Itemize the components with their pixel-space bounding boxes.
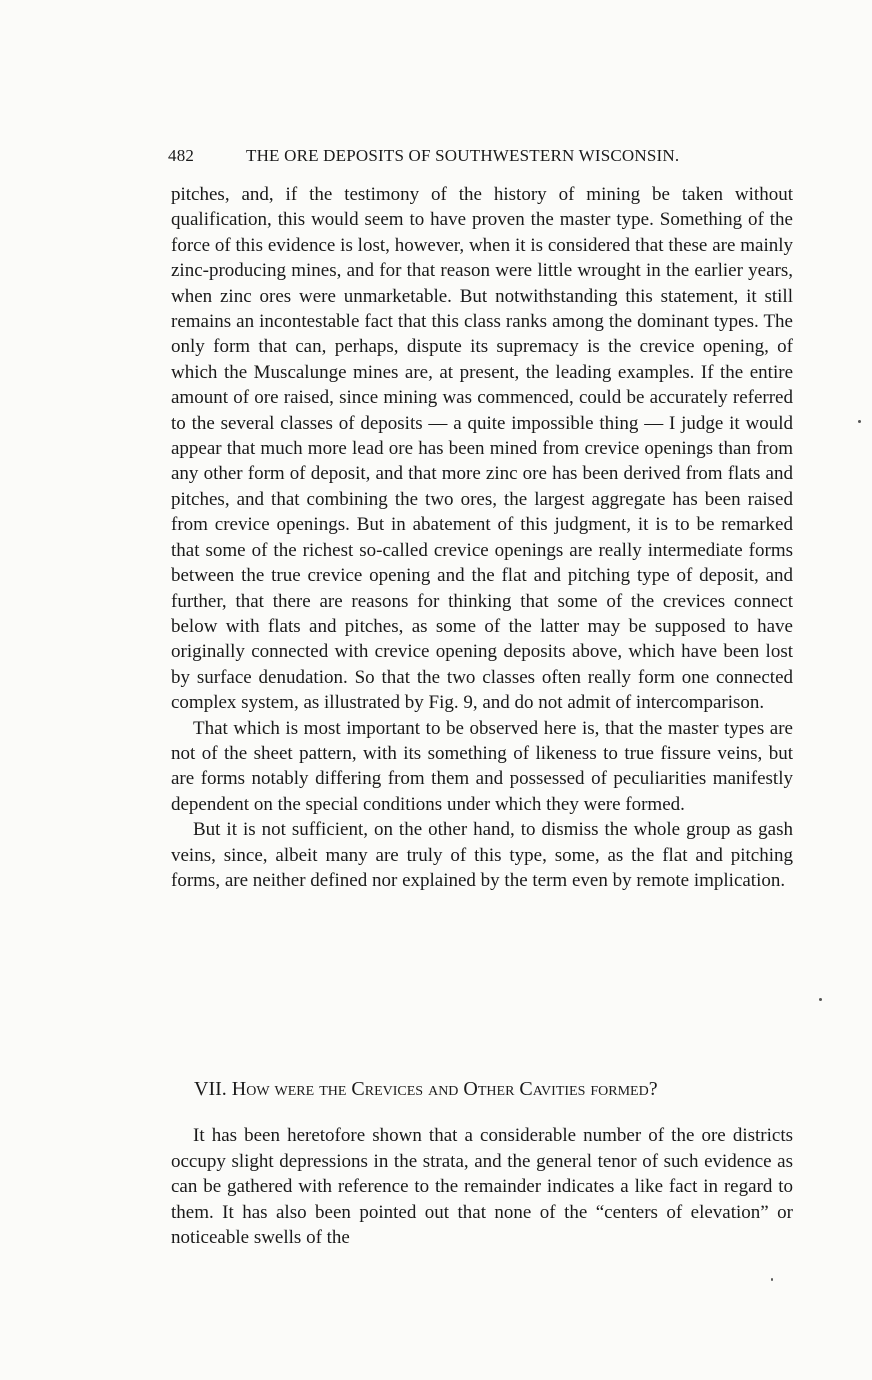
body-text	[171, 182, 793, 893]
section-text	[171, 1123, 793, 1251]
section-numeral: VII.	[194, 1078, 227, 1100]
paragraph-master-types: That which is most important to be observed here is, that the master types are not of the sheet pattern, with its something of likeness to true fissure veins, but are forms notably differing from them and possessed of peculiarities manifestly dependent on the special conditions under which they were formed.	[171, 717, 793, 815]
scan-speck	[771, 1278, 773, 1281]
section-title: How were the Crevices and Other Cavities formed?	[231, 1078, 658, 1100]
running-title: THE ORE DEPOSITS OF SOUTHWESTERN WISCONSIN.	[246, 146, 680, 165]
running-header	[168, 146, 798, 170]
scan-speck	[819, 998, 822, 1001]
section-paragraph: It has been heretofore shown that a considerable number of the ore districts occupy slight depressions in the strata, and the general tenor of such evidence as can be gathered with reference to the remainder indicates a like fact in regard to them. It has also been pointed out that none of the “centers of elevation” or noticeable swells of the	[171, 1125, 793, 1249]
scan-speck	[858, 420, 861, 423]
paragraph-continued: pitches, and, if the testimony of the history of mining be taken without qualification, this would seem to have proven the master type. Something of the force of this evidence is lost, however, when it is considered that these are mainly zinc-producing mines, and for that reason were little wrought in the earlier years, when zinc ores were unmarketable. But notwithstanding this statement, it still remains an incontestable fact that this class ranks among the dominant types. The only form that can, perhaps, dispute its supremacy is the crevice opening, of which the Muscalunge mines are, at present, the leading examples. If the entire amount of ore raised, since mining was commenced, could be accurately referred to the several classes of deposits — a quite impossible thing — I judge it would appear that much more lead ore has been mined from crevice openings than from any other form of deposit, and that more zinc ore has been derived from flats and pitches, and that combining the two ores, the largest aggregate has been raised from crevice openings. But in abatement of this judgment, it is to be remarked that some of the richest so-called crevice openings are really intermediate forms between the true crevice opening and the flat and pitching type of deposit, and further, that there are reasons for thinking that some of the crevices connect below with flats and pitches, as some of the latter may be supposed to have originally connected with crevice opening deposits above, which have been lost by surface denudation. So that the two classes often really form one connected complex system, as illustrated by Fig. 9, and do not admit of intercomparison.	[171, 184, 793, 714]
page-number: 482	[168, 146, 195, 165]
paragraph-gash-veins: But it is not sufficient, on the other hand, to dismiss the whole group as gash veins, since, albeit many are truly of this type, some, as the flat and pitching forms, are neither defined nor explained by the term even by remote implication.	[171, 819, 793, 891]
section-heading	[194, 1078, 794, 1101]
